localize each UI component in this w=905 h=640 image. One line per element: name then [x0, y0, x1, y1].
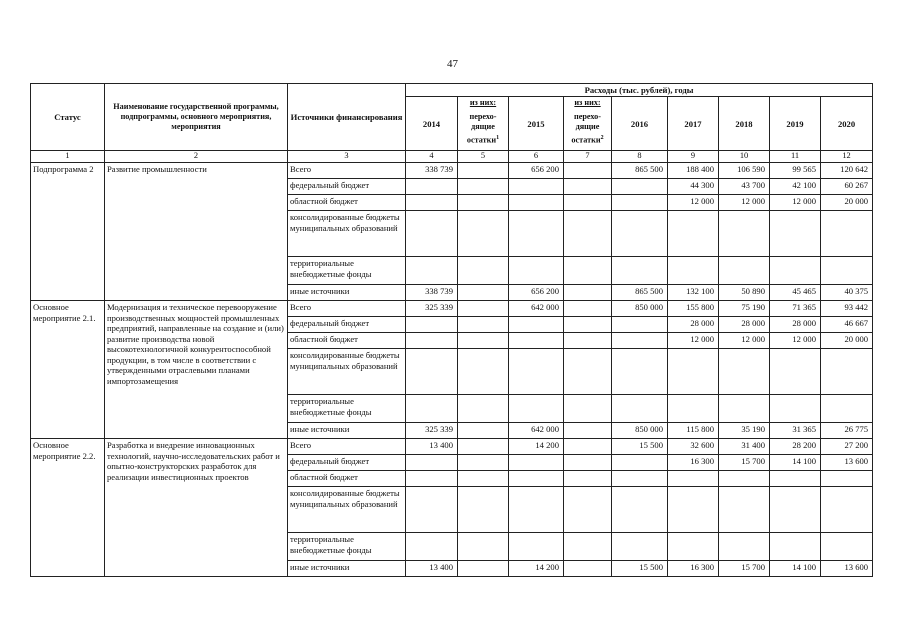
row-amount-cell — [458, 423, 509, 439]
row-amount-cell — [612, 211, 668, 257]
row-amount-cell — [406, 533, 458, 561]
row-amount-cell — [458, 455, 509, 471]
row-funding-source: территориальные внебюджетные фонды — [288, 257, 406, 285]
row-amount-cell: 35 190 — [719, 423, 770, 439]
row-amount-cell — [458, 195, 509, 211]
row-amount-cell — [564, 257, 612, 285]
row-amount-cell — [458, 471, 509, 487]
row-amount-cell — [770, 533, 821, 561]
row-amount-cell: 40 375 — [821, 285, 873, 301]
footnote-mark: 2 — [600, 135, 604, 142]
row-amount-cell — [668, 533, 719, 561]
row-amount-cell — [668, 395, 719, 423]
row-amount-cell — [458, 487, 509, 533]
row-amount-cell — [770, 211, 821, 257]
row-amount-cell: 15 700 — [719, 455, 770, 471]
row-amount-cell — [821, 487, 873, 533]
header-carryover-2-line: из них: — [574, 98, 601, 108]
column-number: 4 — [406, 151, 458, 163]
row-amount-cell: 106 590 — [719, 163, 770, 179]
row-measure-name: Модернизация и техническое перевооружение производственных мощностей промышленных предприятий, направленные на создание и (или) развитие производства новой высокотехнологичной конкурентоспособной продукции, в том числе в соответствии с утвержденными отраслевыми планами импортозамещения — [105, 301, 288, 439]
table-row — [31, 301, 873, 317]
column-number: 11 — [770, 151, 821, 163]
row-amount-cell — [821, 211, 873, 257]
header-year-2016: 2016 — [612, 97, 668, 151]
row-amount-cell — [458, 533, 509, 561]
row-amount-cell: 12 000 — [770, 333, 821, 349]
row-amount-cell: 16 300 — [668, 455, 719, 471]
row-amount-cell — [509, 349, 564, 395]
row-amount-cell — [564, 349, 612, 395]
header-carryover-2 — [564, 97, 612, 151]
row-amount-cell: 13 600 — [821, 561, 873, 577]
row-funding-source: областной бюджет — [288, 195, 406, 211]
row-amount-cell: 656 200 — [509, 163, 564, 179]
row-amount-cell — [406, 395, 458, 423]
row-funding-source: консолидированные бюджеты муниципальных образований — [288, 349, 406, 395]
row-amount-cell: 28 000 — [719, 317, 770, 333]
row-amount-cell: 325 339 — [406, 423, 458, 439]
row-amount-cell — [612, 257, 668, 285]
column-number: 6 — [509, 151, 564, 163]
row-amount-cell: 26 775 — [821, 423, 873, 439]
row-amount-cell — [458, 179, 509, 195]
row-amount-cell — [564, 301, 612, 317]
row-funding-source: областной бюджет — [288, 333, 406, 349]
column-number: 5 — [458, 151, 509, 163]
row-amount-cell — [458, 301, 509, 317]
row-amount-cell: 28 000 — [770, 317, 821, 333]
row-amount-cell: 15 700 — [719, 561, 770, 577]
header-carryover-2-line: дящие — [575, 121, 600, 131]
row-amount-cell — [612, 471, 668, 487]
row-amount-cell: 14 200 — [509, 439, 564, 455]
row-amount-cell: 12 000 — [719, 333, 770, 349]
header-carryover-1-line: из них: — [469, 98, 497, 108]
row-measure-name: Разработка и внедрение инновационных технологий, научно-исследовательских работ и опытно-конструкторских разработок для реализации инвестиционных проектов — [105, 439, 288, 577]
row-funding-source: федеральный бюджет — [288, 317, 406, 333]
header-name: Наименование государственной программы, подпрограммы, основного мероприятия, мероприятия — [105, 84, 288, 151]
header-source: Источники финансирования — [288, 84, 406, 151]
row-amount-cell — [458, 395, 509, 423]
row-amount-cell: 12 000 — [719, 195, 770, 211]
row-status: Подпрограмма 2 — [31, 163, 105, 301]
row-amount-cell: 20 000 — [821, 195, 873, 211]
column-number: 10 — [719, 151, 770, 163]
row-amount-cell — [564, 285, 612, 301]
row-amount-cell: 44 300 — [668, 179, 719, 195]
row-funding-source: федеральный бюджет — [288, 455, 406, 471]
row-amount-cell: 325 339 — [406, 301, 458, 317]
header-carryover-1-line: перехо- — [469, 111, 497, 121]
row-amount-cell: 120 642 — [821, 163, 873, 179]
row-amount-cell — [458, 285, 509, 301]
header-year-2018: 2018 — [719, 97, 770, 151]
row-amount-cell: 28 000 — [668, 317, 719, 333]
row-amount-cell — [564, 317, 612, 333]
row-amount-cell — [770, 257, 821, 285]
row-amount-cell: 115 800 — [668, 423, 719, 439]
row-amount-cell: 188 400 — [668, 163, 719, 179]
row-amount-cell — [509, 533, 564, 561]
row-amount-cell — [612, 455, 668, 471]
row-amount-cell — [406, 211, 458, 257]
row-amount-cell — [406, 349, 458, 395]
row-funding-source: иные источники — [288, 285, 406, 301]
row-amount-cell — [509, 471, 564, 487]
row-funding-source: Всего — [288, 163, 406, 179]
column-number: 8 — [612, 151, 668, 163]
footnote-mark: 1 — [496, 135, 500, 142]
row-amount-cell: 13 400 — [406, 561, 458, 577]
row-amount-cell: 31 365 — [770, 423, 821, 439]
row-amount-cell: 642 000 — [509, 301, 564, 317]
row-amount-cell: 99 565 — [770, 163, 821, 179]
header-year-2020: 2020 — [821, 97, 873, 151]
row-amount-cell — [458, 163, 509, 179]
row-amount-cell — [821, 349, 873, 395]
row-amount-cell — [564, 561, 612, 577]
row-amount-cell — [719, 487, 770, 533]
header-year-2017: 2017 — [668, 97, 719, 151]
row-amount-cell: 13 600 — [821, 455, 873, 471]
row-amount-cell — [821, 471, 873, 487]
column-number: 12 — [821, 151, 873, 163]
column-number: 7 — [564, 151, 612, 163]
row-amount-cell: 850 000 — [612, 423, 668, 439]
row-amount-cell — [770, 349, 821, 395]
row-amount-cell — [612, 395, 668, 423]
row-amount-cell — [668, 471, 719, 487]
row-amount-cell: 13 400 — [406, 439, 458, 455]
row-amount-cell — [564, 395, 612, 423]
row-amount-cell — [719, 211, 770, 257]
row-amount-cell — [406, 333, 458, 349]
row-amount-cell — [406, 455, 458, 471]
row-amount-cell — [821, 533, 873, 561]
row-amount-cell — [458, 257, 509, 285]
row-amount-cell: 27 200 — [821, 439, 873, 455]
header-expenses: Расходы (тыс. рублей), годы — [406, 84, 873, 97]
row-amount-cell: 155 800 — [668, 301, 719, 317]
row-amount-cell — [406, 317, 458, 333]
row-amount-cell — [668, 487, 719, 533]
row-amount-cell — [406, 471, 458, 487]
header-carryover-1-line: дящие — [471, 121, 495, 131]
row-amount-cell — [612, 349, 668, 395]
row-funding-source: консолидированные бюджеты муниципальных образований — [288, 487, 406, 533]
row-funding-source: областной бюджет — [288, 471, 406, 487]
row-amount-cell — [564, 471, 612, 487]
row-amount-cell: 46 667 — [821, 317, 873, 333]
row-amount-cell: 12 000 — [668, 333, 719, 349]
row-amount-cell — [564, 333, 612, 349]
row-amount-cell: 32 600 — [668, 439, 719, 455]
row-amount-cell — [509, 455, 564, 471]
row-amount-cell: 338 739 — [406, 163, 458, 179]
row-status: Основное мероприятие 2.1. — [31, 301, 105, 439]
row-amount-cell: 31 400 — [719, 439, 770, 455]
row-amount-cell — [509, 195, 564, 211]
row-amount-cell: 45 465 — [770, 285, 821, 301]
header-carryover-2-line: перехо- — [574, 111, 601, 121]
header-status: Статус — [31, 84, 105, 151]
row-amount-cell — [612, 533, 668, 561]
row-status: Основное мероприятие 2.2. — [31, 439, 105, 577]
row-amount-cell: 28 200 — [770, 439, 821, 455]
row-amount-cell — [509, 317, 564, 333]
row-amount-cell — [458, 317, 509, 333]
row-amount-cell: 850 000 — [612, 301, 668, 317]
row-amount-cell: 75 190 — [719, 301, 770, 317]
row-amount-cell: 14 200 — [509, 561, 564, 577]
row-amount-cell — [509, 487, 564, 533]
row-amount-cell — [458, 333, 509, 349]
row-amount-cell — [564, 211, 612, 257]
row-funding-source: территориальные внебюджетные фонды — [288, 395, 406, 423]
row-amount-cell — [821, 395, 873, 423]
row-amount-cell: 14 100 — [770, 455, 821, 471]
row-funding-source: консолидированные бюджеты муниципальных образований — [288, 211, 406, 257]
row-amount-cell: 93 442 — [821, 301, 873, 317]
row-amount-cell — [612, 195, 668, 211]
row-amount-cell: 43 700 — [719, 179, 770, 195]
row-amount-cell — [509, 211, 564, 257]
row-amount-cell: 42 100 — [770, 179, 821, 195]
header-carryover-2-line — [566, 135, 609, 146]
row-amount-cell — [612, 333, 668, 349]
row-amount-cell — [719, 395, 770, 423]
row-amount-cell — [564, 163, 612, 179]
row-amount-cell: 12 000 — [770, 195, 821, 211]
row-amount-cell — [458, 211, 509, 257]
header-year-2014: 2014 — [406, 97, 458, 151]
column-number: 9 — [668, 151, 719, 163]
row-amount-cell — [564, 179, 612, 195]
row-amount-cell — [668, 257, 719, 285]
row-amount-cell: 15 500 — [612, 561, 668, 577]
column-number: 1 — [31, 151, 105, 163]
row-amount-cell — [612, 179, 668, 195]
row-amount-cell: 20 000 — [821, 333, 873, 349]
row-amount-cell: 71 365 — [770, 301, 821, 317]
row-amount-cell — [458, 349, 509, 395]
row-amount-cell: 642 000 — [509, 423, 564, 439]
header-year-2015: 2015 — [509, 97, 564, 151]
header-carryover-1-line — [460, 135, 506, 146]
row-amount-cell — [770, 471, 821, 487]
column-number: 2 — [105, 151, 288, 163]
row-funding-source: Всего — [288, 439, 406, 455]
row-amount-cell: 656 200 — [509, 285, 564, 301]
header-year-2019: 2019 — [770, 97, 821, 151]
row-amount-cell: 865 500 — [612, 285, 668, 301]
row-amount-cell — [564, 439, 612, 455]
row-funding-source: Всего — [288, 301, 406, 317]
row-amount-cell — [719, 257, 770, 285]
row-amount-cell — [509, 395, 564, 423]
row-amount-cell: 132 100 — [668, 285, 719, 301]
row-funding-source: федеральный бюджет — [288, 179, 406, 195]
table-body — [31, 163, 873, 577]
budget-table — [30, 83, 873, 577]
row-amount-cell — [564, 423, 612, 439]
row-amount-cell — [668, 349, 719, 395]
row-amount-cell — [770, 395, 821, 423]
row-amount-cell: 15 500 — [612, 439, 668, 455]
header-carryover-1 — [458, 97, 509, 151]
row-amount-cell — [458, 561, 509, 577]
page-number: 47 — [447, 58, 458, 70]
row-amount-cell — [406, 195, 458, 211]
row-amount-cell — [564, 487, 612, 533]
row-amount-cell — [770, 487, 821, 533]
row-amount-cell — [564, 533, 612, 561]
row-amount-cell: 14 100 — [770, 561, 821, 577]
row-funding-source: иные источники — [288, 561, 406, 577]
row-amount-cell: 50 890 — [719, 285, 770, 301]
row-amount-cell — [406, 257, 458, 285]
row-amount-cell — [719, 349, 770, 395]
row-amount-cell — [509, 179, 564, 195]
row-amount-cell — [406, 179, 458, 195]
row-amount-cell: 865 500 — [612, 163, 668, 179]
table-row — [31, 163, 873, 179]
row-amount-cell — [668, 211, 719, 257]
row-amount-cell — [458, 439, 509, 455]
column-number: 3 — [288, 151, 406, 163]
row-amount-cell: 338 739 — [406, 285, 458, 301]
row-amount-cell — [564, 455, 612, 471]
row-measure-name: Развитие промышленности — [105, 163, 288, 301]
row-amount-cell: 12 000 — [668, 195, 719, 211]
row-amount-cell — [564, 195, 612, 211]
header-carryover-2-text: остатки — [571, 135, 601, 145]
row-amount-cell — [406, 487, 458, 533]
row-amount-cell: 60 267 — [821, 179, 873, 195]
row-amount-cell — [509, 333, 564, 349]
table-row — [31, 439, 873, 455]
row-amount-cell: 16 300 — [668, 561, 719, 577]
row-amount-cell — [509, 257, 564, 285]
row-amount-cell — [821, 257, 873, 285]
column-number-row — [31, 151, 873, 163]
row-amount-cell — [612, 317, 668, 333]
row-amount-cell — [719, 471, 770, 487]
row-funding-source: территориальные внебюджетные фонды — [288, 533, 406, 561]
row-amount-cell — [719, 533, 770, 561]
row-amount-cell — [612, 487, 668, 533]
row-funding-source: иные источники — [288, 423, 406, 439]
header-carryover-1-text: остатки — [466, 135, 497, 145]
